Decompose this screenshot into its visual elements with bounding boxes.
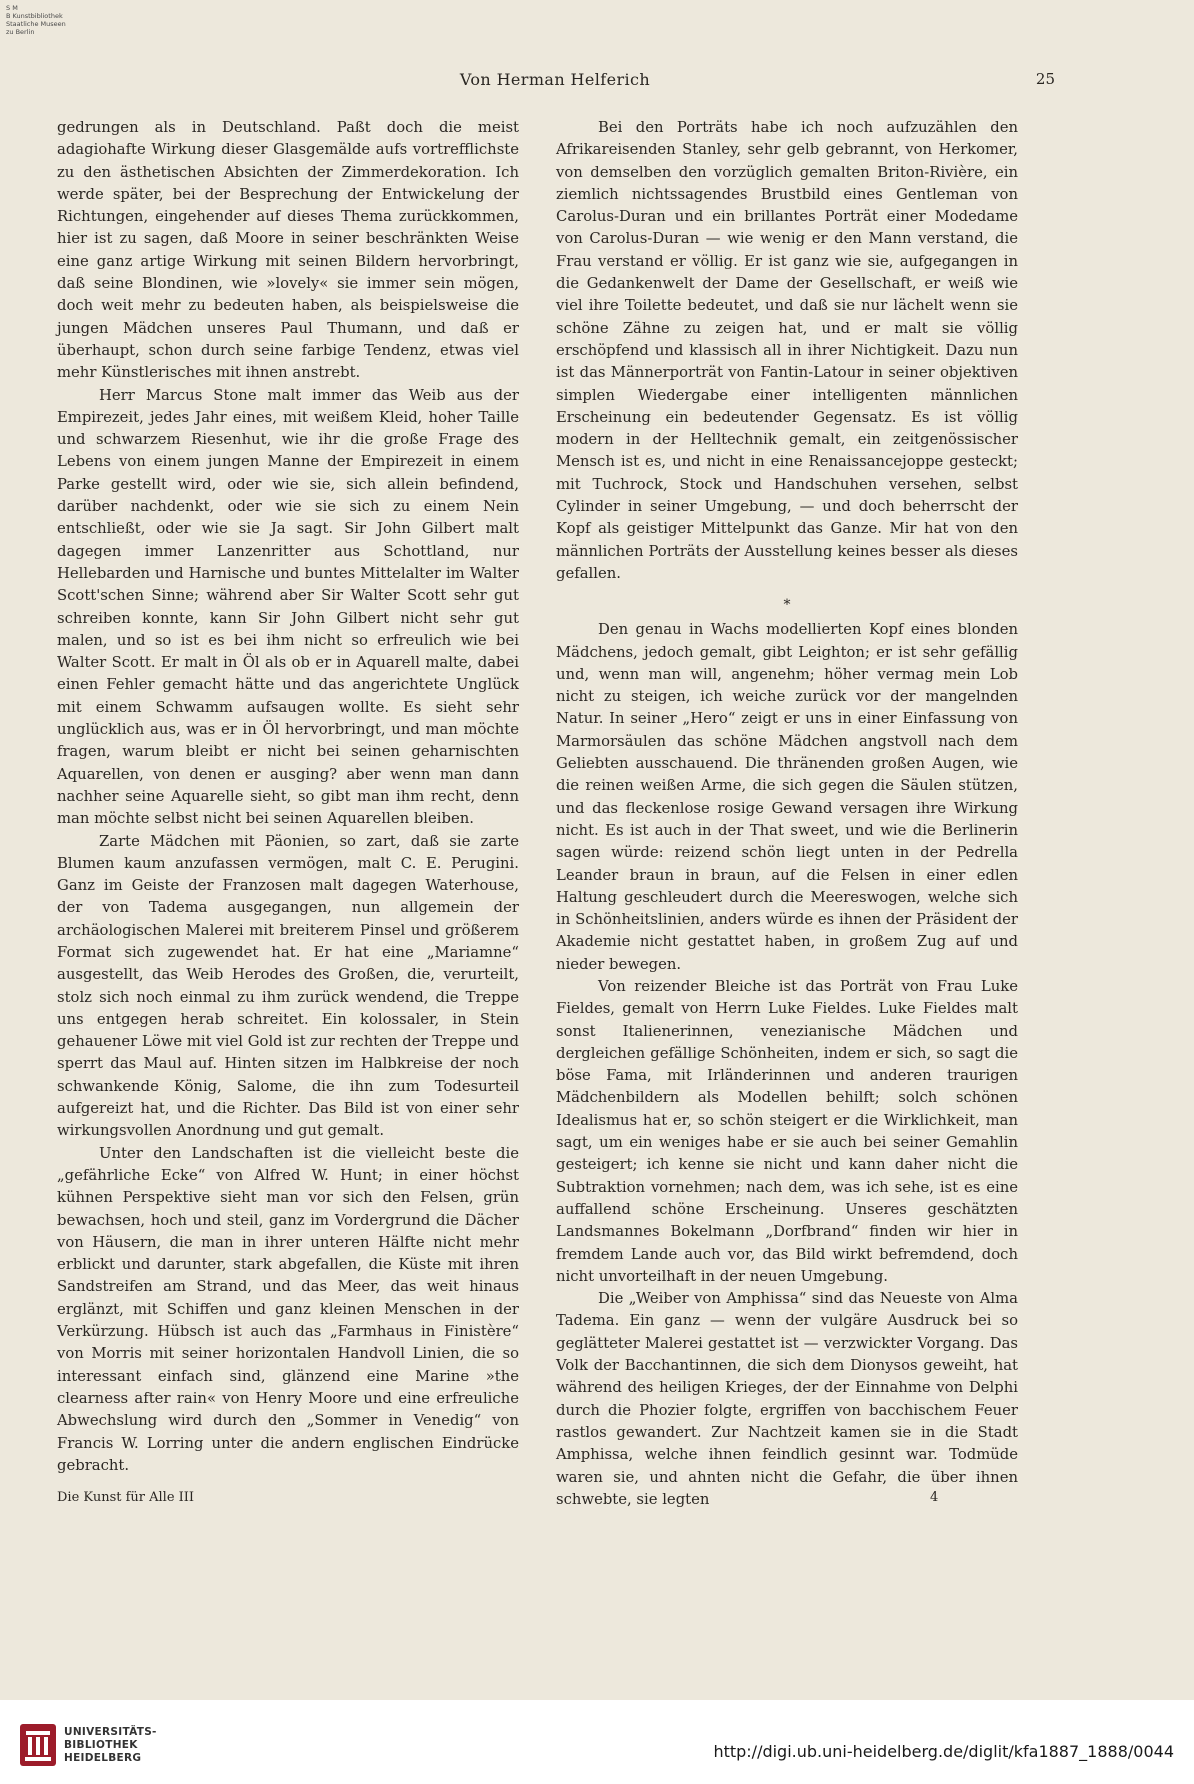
signature-mark: Die Kunst für Alle III	[57, 1490, 195, 1505]
signature-number: 4	[930, 1490, 939, 1505]
library-seal-icon	[18, 1722, 58, 1768]
paragraph: gedrungen als in Deutschland. Paßt doch die meist adagiohafte Wirkung dieser Glasgemälde aufs vortrefflichste zu den ästhetischen Absichten der Zimmerdekoration. Ich werde später, bei der Besprechung der Entwickelung der Richtungen, eingehender auf dieses Thema zurückkommen, hier ist zu sagen, daß Moore in seiner beschränkten Weise eine ganz artige Wirkung mit seinen Bildern hervorbringt, daß seine Blondinen, wie »lovely« sie immer sein mögen, doch weit mehr zu bedeuten haben, als beispielsweise die jungen Mädchen unseres Paul Thumann, und daß er überhaupt, schon durch seine farbige Tendenz, etwas viel mehr Künstlerisches mit ihnen anstrebt.	[57, 119, 519, 382]
right-column	[556, 117, 1018, 1511]
page-number: 25	[1035, 70, 1055, 88]
stamp-line: zu Berlin	[6, 28, 35, 36]
logo-line: UNIVERSITÄTS-	[64, 1726, 157, 1738]
paragraph: Herr Marcus Stone malt immer das Weib aus der Empirezeit, jedes Jahr eines, mit weißem Kleid, hoher Taille und schwarzem Riesenhut, wie ihr die große Frage des Lebens von einem jungen Manne der Empirezeit in einem Parke gestellt wird, oder wie sie, sich allein befindend, darüber nachdenkt, oder wie sie sich zu einem Nein entschließt, oder wie sie Ja sagt. Sir John Gilbert malt dagegen immer Lanzenritter aus Schottland, nur Hellebarden und Harnische und buntes Mittelalter im Walter Scott'schen Sinne; während aber Sir Walter Scott sehr gut schreiben konnte, kann Sir John Gilbert nicht sehr gut malen, und so ist es bei ihm nicht so erfreulich wie bei Walter Scott. Er malt in Öl als ob er in Aquarell malte, dabei einen Fehler gemacht hätte und das angerichtete Unglück mit einem Schwamm aufsaugen wollte. Es sieht sehr unglücklich aus, was er in Öl hervorbringt, und man möchte fragen, warum bleibt er nicht bei seinen geharnischten Aquarellen, von denen er ausging? aber wenn man dann nachher seine Aquarelle sieht, so gibt man ihm recht, denn man möchte selbst nicht bei seinen Aquarellen bleiben.	[57, 386, 519, 828]
permalink-url[interactable]: http://digi.ub.uni-heidelberg.de/diglit/kfa1887_1888/0044	[713, 1742, 1174, 1761]
running-head-title: Von Herman Helferich	[459, 70, 651, 89]
library-stamp	[6, 4, 72, 36]
paragraph: Unter den Landschaften ist die vielleicht beste die „gefährliche Ecke“ von Alfred W. Hunt; in einer höchst kühnen Perspektive sieht man vor sich den Felsen, grün bewachsen, hoch und steil, ganz im Vordergrund die Dächer von Häusern, die man in ihrer unteren Hälfte nicht mehr erblickt und darunter, stark abgefallen, die Küste mit ihren Sandstreifen am Strand, und das Meer, das weit hinaus erglänzt, mit Schiffen und ganz kleinen Menschen in der Verkürzung. Hübsch ist auch das „Farmhaus in Finistère“ von Morris mit seiner horizontalen Handvoll Linien, die so interessant einfach sind, glänzend eine Marine »the clearness after rain« von Henry Moore und eine erfreuliche Abwechslung wird durch den „Sommer in Venedig“ von Francis W. Lorring unter die andern englischen Eindrücke gebracht.	[57, 1144, 519, 1474]
footer-bar	[0, 1700, 1194, 1784]
logo-line: HEIDELBERG	[64, 1752, 142, 1764]
stamp-line: B Kunstbibliothek	[6, 12, 63, 20]
section-divider: *	[783, 597, 791, 614]
paragraph: Den genau in Wachs modellierten Kopf eines blonden Mädchens, jedoch gemalt, gibt Leighton; er ist sehr gefällig und, wenn man will, angenehm; höher vermag mein Lob nicht zu steigen, ich weiche zurück vor der mangelnden Natur. In seiner „Hero“ zeigt er uns in einer Einfassung von Marmorsäulen das schöne Mädchen angstvoll nach dem Geliebten ausschauend. Die thränenden großen Augen, wie die reinen weißen Arme, die sich gegen die Säulen stützen, und das fleckenlose rosige Gewand versagen ihre Wirkung nicht. Es ist auch in der That sweet, und wie die Berlinerin sagen würde: reizend schön liegt unten in der Pedrella Leander braun in braun, auf die Felsen in einer edlen Haltung geschleudert durch die Meereswogen, welche sich in Schönheitslinien, anders würde es ihnen der Präsident der Akademie nicht gestattet haben, in großem Zug auf und nieder bewegen.	[556, 621, 1018, 973]
library-name	[64, 1726, 157, 1765]
paragraph: Die „Weiber von Amphissa“ sind das Neueste von Alma Tadema. Ein ganz — wenn der vulgäre Ausdruck bei so geglätteter Malerei gestattet ist — verzwickter Vorgang. Das Volk der Bacchantinnen, die sich dem Dionysos geweiht, hat während des heiligen Krieges, der der Einnahme von Delphi durch die Phozier folgte, ergriffen von bacchischem Feuer rastlos gewandert. Zur Nachtzeit kamen sie in die Stadt Amphissa, welche ihnen feindlich gesinnt war. Todmüde waren sie, und ahnten nicht die Gefahr, die über ihnen schwebte, sie legten	[556, 1290, 1018, 1508]
logo-line: BIBLIOTHEK	[64, 1739, 138, 1751]
running-head	[55, 70, 1055, 92]
left-column	[57, 117, 519, 1477]
paragraph: Von reizender Bleiche ist das Porträt von Frau Luke Fieldes, gemalt von Herrn Luke Fieldes. Luke Fieldes malt sonst Italienerinnen, venezianische Mädchen und dergleichen gefällige Schönheiten, indem er sich, so sagt die böse Fama, mit Irländerinnen und anderen traurigen Mädchenbildern als Modellen behilft; solch schönen Idealismus hat er, so schön steigert er die Wirklichkeit, man sagt, um ein weniges habe er sie auch bei seiner Gemahlin gesteigert; ich kenne sie nicht und kann daher nicht die Subtraktion vornehmen; nach dem, was ich sehe, ist es eine auffallend schöne Erscheinung. Unseres geschätzten Landsmannes Bokelmann „Dorfbrand“ finden wir hier in fremdem Lande auch vor, das Bild wirkt befremdend, doch nicht unvorteilhaft in der neuen Umgebung.	[556, 977, 1018, 1285]
paragraph: Zarte Mädchen mit Päonien, so zart, daß sie zarte Blumen kaum anzufassen vermögen, malt C. E. Perugini. Ganz im Geiste der Franzosen malt dagegen Waterhouse, der von Tadema ausgegangen, nun allgemein der archäologischen Malerei mit breiterem Pinsel und größerem Format sich zugewendet hat. Er hat eine „Mariamne“ ausgestellt, das Weib Herodes des Großen, die, verurteilt, stolz sich noch einmal zu ihm zurück wendend, die Treppe uns entgegen herab schreitet. Ein kolossaler, in Stein gehauener Löwe mit viel Gold ist zur rechten der Treppe und sperrt das Maul auf. Hinten sitzen im Halbkreise der noch schwankende König, Salome, die ihn zum Todesurteil aufgereizt hat, und die Richter. Das Bild ist von einer sehr wirkungsvollen Anordnung und gut gemalt.	[57, 832, 519, 1140]
stamp-line: S M	[6, 4, 18, 12]
library-logo[interactable]	[18, 1718, 188, 1774]
paragraph: Bei den Porträts habe ich noch aufzuzählen den Afrikareisenden Stanley, sehr gelb gebrannt, von Herkomer, von demselben den vorzüglich gemalten Briton-Rivière, ein ziemlich nichtssagendes Brustbild eines Gentleman von Carolus-Duran und ein brillantes Porträt einer Modedame von Carolus-Duran — wie wenig er den Mann verstand, die Frau verstand er völlig. Er ist ganz wie sie, aufgegangen in die Gedankenwelt der Dame der Gesellschaft, er weiß wie viel ihre Toilette bedeutet, und daß sie nur lächelt wenn sie schöne Zähne zu zeigen hat, und er malt sie völlig erschöpfend und klassisch all in ihrer Nichtigkeit. Dazu nun ist das Männerporträt von Fantin-Latour in seiner objektiven simplen Wiedergabe einer intelligenten männlichen Erscheinung ein bedeutender Gegensatz. Es ist völlig modern in der Helltechnik gemalt, ein zeitgenössischer Mensch ist es, und nicht in eine Renaissancejoppe gesteckt; mit Tuchrock, Stock und Handschuhen versehen, selbst Cylinder in seiner Umgebung, — und doch beherrscht der Kopf als geistiger Mittelpunkt das Ganze. Mir hat von den männlichen Porträts der Ausstellung keines besser als dieses gefallen.	[556, 119, 1018, 582]
stamp-line: Staatliche Museen	[6, 20, 66, 28]
